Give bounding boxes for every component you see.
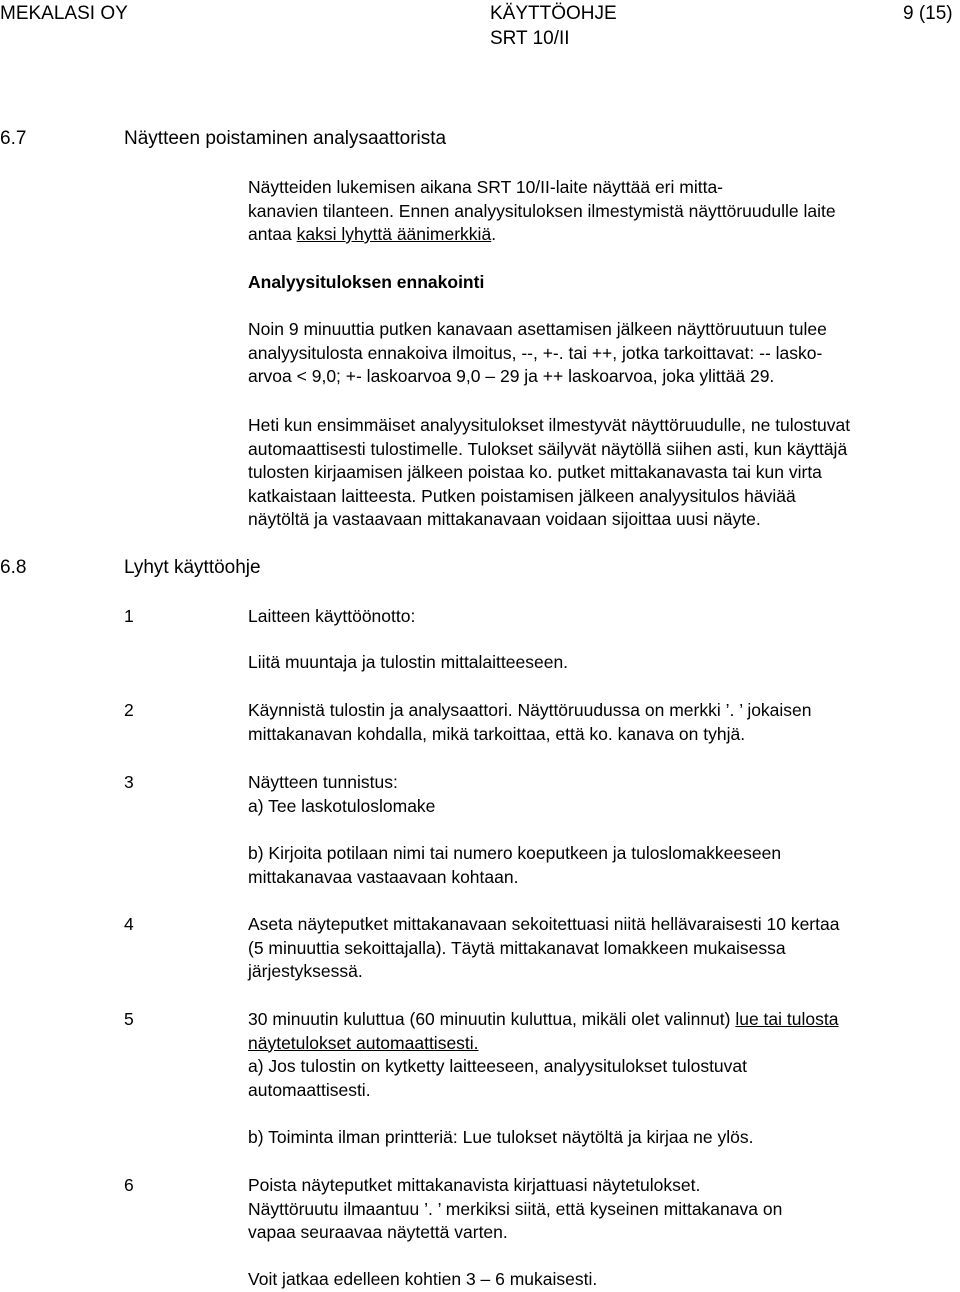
text-line: Liitä muuntaja ja tulostin mittalaitteeseen. bbox=[248, 652, 569, 672]
text-line: mittakanavaa vastaavaan kohtaan. bbox=[248, 866, 519, 887]
text-line: arvoa < 9,0; +- laskoarvoa 9,0 – 29 ja ++ laskoarvoa, joka ylittää 29. bbox=[248, 366, 775, 386]
step-number: 5 bbox=[124, 1009, 134, 1029]
text-line: Noin 9 minuuttia putken kanavaan asettamisen jälkeen näyttöruutuun tulee bbox=[248, 319, 827, 339]
text-line: Poista näyteputket mittakanavista kirjattuasi näytetulokset. bbox=[248, 1175, 701, 1195]
text-line: järjestyksessä. bbox=[248, 961, 363, 981]
subheading-prediction: Analyysituloksen ennakointi bbox=[248, 272, 485, 292]
step-number: 2 bbox=[124, 700, 134, 720]
section-6-7-title: Näytteen poistaminen analysaattorista bbox=[124, 128, 447, 149]
page-number: 9 (15) bbox=[903, 3, 953, 24]
step-number: 3 bbox=[124, 772, 134, 792]
text-line bbox=[248, 1008, 960, 1032]
document-code: SRT 10/II bbox=[490, 28, 570, 49]
section-6-8-title: Lyhyt käyttöohje bbox=[124, 557, 261, 578]
text-line bbox=[248, 223, 960, 247]
step-6-text bbox=[248, 1174, 960, 1245]
step-3-detail bbox=[248, 842, 960, 889]
company-name: MEKALASI OY bbox=[0, 3, 128, 24]
text-line: Näytteen tunnistus: bbox=[248, 772, 398, 792]
step-3-text bbox=[248, 771, 960, 818]
step-6-detail bbox=[248, 1268, 960, 1292]
paragraph-results bbox=[248, 414, 960, 532]
text-line: katkaistaan laitteesta. Putken poistamisen jälkeen analyysitulos häviää bbox=[248, 485, 796, 506]
step-5-detail bbox=[248, 1126, 960, 1150]
underlined-text: näytetulokset automaattisesti. bbox=[248, 1032, 479, 1053]
step-5-text bbox=[248, 1008, 960, 1102]
text-line: tulosten kirjaamisen jälkeen poistaa ko. putket mittakanavasta tai kun virta bbox=[248, 462, 822, 482]
text-line: kanavien tilanteen. Ennen analyysituloksen ilmestymistä näyttöruudulle laite bbox=[248, 200, 836, 221]
text-line: Näytteiden lukemisen aikana SRT 10/II-laite näyttää eri mitta- bbox=[248, 177, 724, 197]
text-line: analyysitulosta ennakoiva ilmoitus, --, +-. tai ++, jotka tarkoittavat: -- lasko- bbox=[248, 342, 823, 363]
text-span: . bbox=[491, 224, 497, 244]
text-line: Voit jatkaa edelleen kohtien 3 – 6 mukaisesti. bbox=[248, 1269, 598, 1289]
underlined-text: kaksi lyhyttä äänimerkkiä bbox=[296, 224, 492, 244]
step-number: 4 bbox=[124, 914, 134, 934]
text-line: Käynnistä tulostin ja analysaattori. Näyttöruudussa on merkki ’. ’ jokaisen bbox=[248, 700, 812, 720]
text-span: antaa bbox=[248, 224, 297, 244]
paragraph-intro bbox=[248, 176, 960, 247]
text-line: (5 minuuttia sekoittajalla). Täytä mittakanavat lomakkeen mukaisessa bbox=[248, 937, 786, 958]
text-line: b) Kirjoita potilaan nimi tai numero koeputkeen ja tuloslomakkeeseen bbox=[248, 843, 782, 863]
paragraph-prediction bbox=[248, 318, 960, 389]
document-title: KÄYTTÖOHJE bbox=[490, 3, 617, 24]
text-line: vapaa seuraavaa näytettä varten. bbox=[248, 1222, 508, 1242]
step-number: 6 bbox=[124, 1175, 134, 1195]
text-line: näytöltä ja vastaavaan mittakanavaan voidaan sijoittaa uusi näyte. bbox=[248, 509, 761, 529]
underlined-text: lue tai tulosta bbox=[735, 1009, 839, 1029]
step-number: 1 bbox=[124, 606, 134, 626]
step-4-text bbox=[248, 913, 960, 984]
text-line: automaattisesti. bbox=[248, 1079, 371, 1100]
text-line: automaattisesti tulostimelle. Tulokset säilyvät näytöllä siihen asti, kun käyttäjä bbox=[248, 438, 848, 459]
text-line: Näyttöruutu ilmaantuu ’. ’ merkiksi siitä, että kyseinen mittakanava on bbox=[248, 1198, 783, 1219]
step-1-text bbox=[248, 605, 960, 629]
text-line: a) Tee laskotuloslomake bbox=[248, 795, 436, 816]
text-line: Laitteen käyttöönotto: bbox=[248, 606, 416, 626]
text-line: Aseta näyteputket mittakanavaan sekoitettuasi niitä hellävaraisesti 10 kertaa bbox=[248, 914, 840, 934]
step-2-text bbox=[248, 699, 960, 746]
text-line: Heti kun ensimmäiset analyysitulokset ilmestyvät näyttöruudulle, ne tulostuvat bbox=[248, 415, 851, 435]
section-6-7-number: 6.7 bbox=[0, 128, 27, 149]
text-span: 30 minuutin kuluttua (60 minuutin kuluttua, mikäli olet valinnut) bbox=[248, 1009, 736, 1029]
step-1-detail bbox=[248, 651, 960, 675]
section-6-8-number: 6.8 bbox=[0, 557, 27, 578]
text-line: mittakanavan kohdalla, mikä tarkoittaa, että ko. kanava on tyhjä. bbox=[248, 723, 746, 744]
text-line: b) Toiminta ilman printteriä: Lue tulokset näytöltä ja kirjaa ne ylös. bbox=[248, 1127, 754, 1147]
text-line: a) Jos tulostin on kytketty laitteeseen, analyysitulokset tulostuvat bbox=[248, 1056, 748, 1076]
